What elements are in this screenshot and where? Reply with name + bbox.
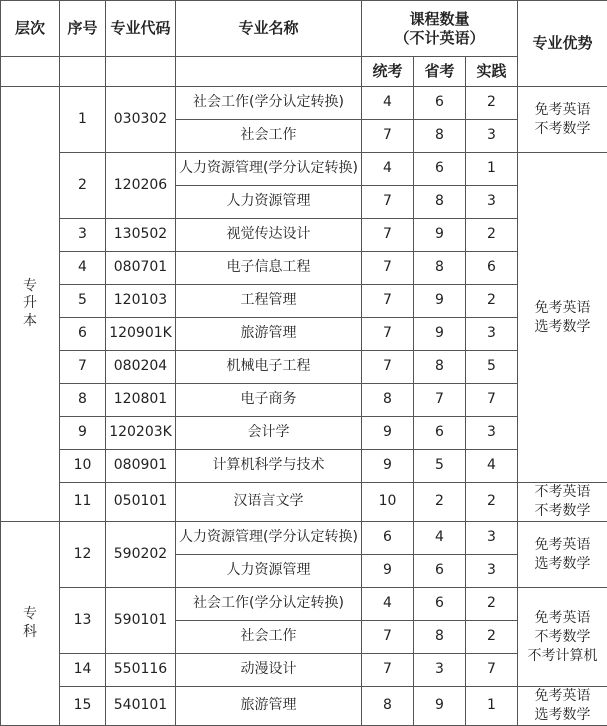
row-seq: 12	[60, 522, 106, 588]
row-provincial: 8	[414, 351, 466, 384]
row-unified: 7	[362, 252, 414, 285]
row-unified: 7	[362, 654, 414, 687]
table-row	[1, 450, 607, 483]
row-unified: 7	[362, 186, 414, 219]
row-name: 计算机科学与技术	[176, 450, 362, 483]
row-practice: 3	[466, 522, 518, 555]
row-name: 人力资源管理	[176, 186, 362, 219]
row-code: 050101	[106, 483, 176, 522]
level-upgrade: 专 升 本	[1, 87, 60, 522]
row-name: 机械电子工程	[176, 351, 362, 384]
header-blank	[106, 57, 176, 87]
row-seq: 7	[60, 351, 106, 384]
row-name: 工程管理	[176, 285, 362, 318]
row-seq: 5	[60, 285, 106, 318]
advantage-cell: 免考英语 选考数学	[518, 522, 607, 588]
row-unified: 6	[362, 522, 414, 555]
row-seq: 14	[60, 654, 106, 687]
row-provincial: 6	[414, 153, 466, 186]
row-name: 社会工作(学分认定转换)	[176, 588, 362, 621]
header-name: 专业名称	[176, 1, 362, 57]
row-provincial: 2	[414, 483, 466, 522]
table-row	[1, 318, 607, 351]
row-seq: 3	[60, 219, 106, 252]
table-row	[1, 522, 607, 555]
row-name: 人力资源管理(学分认定转换)	[176, 153, 362, 186]
table-row	[1, 87, 607, 120]
row-unified: 7	[362, 285, 414, 318]
row-practice: 3	[466, 186, 518, 219]
row-unified: 4	[362, 153, 414, 186]
row-unified: 7	[362, 351, 414, 384]
row-code: 540101	[106, 687, 176, 726]
row-seq: 11	[60, 483, 106, 522]
row-practice: 2	[466, 219, 518, 252]
row-code: 590101	[106, 588, 176, 654]
row-code: 120901K	[106, 318, 176, 351]
row-unified: 7	[362, 120, 414, 153]
row-provincial: 8	[414, 186, 466, 219]
row-provincial: 8	[414, 120, 466, 153]
table-row	[1, 384, 607, 417]
row-practice: 3	[466, 120, 518, 153]
row-provincial: 9	[414, 318, 466, 351]
header-provincial: 省考	[414, 57, 466, 87]
row-name: 视觉传达设计	[176, 219, 362, 252]
row-seq: 13	[60, 588, 106, 654]
row-name: 会计学	[176, 417, 362, 450]
row-seq: 1	[60, 87, 106, 153]
table-row	[1, 687, 607, 726]
row-unified: 7	[362, 318, 414, 351]
row-unified: 4	[362, 588, 414, 621]
advantage-cell: 免考英语 不考数学 不考计算机	[518, 588, 607, 687]
row-code: 120203K	[106, 417, 176, 450]
row-practice: 7	[466, 654, 518, 687]
table-row	[1, 153, 607, 186]
row-unified: 4	[362, 87, 414, 120]
row-provincial: 5	[414, 450, 466, 483]
header-practice: 实践	[466, 57, 518, 87]
row-provincial: 8	[414, 621, 466, 654]
row-provincial: 4	[414, 522, 466, 555]
row-code: 120801	[106, 384, 176, 417]
row-unified: 8	[362, 384, 414, 417]
row-code: 080901	[106, 450, 176, 483]
advantage-cell: 免考英语 选考数学	[518, 153, 607, 483]
row-code: 080204	[106, 351, 176, 384]
table-row	[1, 252, 607, 285]
row-code: 590202	[106, 522, 176, 588]
row-provincial: 3	[414, 654, 466, 687]
row-provincial: 6	[414, 555, 466, 588]
row-provincial: 9	[414, 219, 466, 252]
row-practice: 3	[466, 555, 518, 588]
table-row	[1, 351, 607, 384]
row-unified: 7	[362, 219, 414, 252]
row-name: 人力资源管理(学分认定转换)	[176, 522, 362, 555]
row-name: 人力资源管理	[176, 555, 362, 588]
header-blank	[60, 57, 106, 87]
header-seq: 序号	[60, 1, 106, 57]
advantage-cell: 不考英语 不考数学	[518, 483, 607, 522]
table-row	[1, 219, 607, 252]
row-code: 120103	[106, 285, 176, 318]
header-code: 专业代码	[106, 1, 176, 57]
row-provincial: 9	[414, 285, 466, 318]
row-practice: 2	[466, 621, 518, 654]
row-name: 电子信息工程	[176, 252, 362, 285]
row-practice: 2	[466, 285, 518, 318]
row-code: 550116	[106, 654, 176, 687]
row-provincial: 8	[414, 252, 466, 285]
row-name: 旅游管理	[176, 687, 362, 726]
row-name: 电子商务	[176, 384, 362, 417]
row-unified: 9	[362, 417, 414, 450]
row-name: 社会工作	[176, 120, 362, 153]
row-name: 社会工作	[176, 621, 362, 654]
advantage-cell: 免考英语 不考数学	[518, 87, 607, 153]
row-practice: 3	[466, 318, 518, 351]
row-code: 080701	[106, 252, 176, 285]
row-code: 130502	[106, 219, 176, 252]
row-practice: 1	[466, 687, 518, 726]
row-provincial: 6	[414, 87, 466, 120]
row-seq: 6	[60, 318, 106, 351]
table-row	[1, 654, 607, 687]
advantage-cell: 免考英语 选考数学	[518, 687, 607, 726]
table-row	[1, 417, 607, 450]
table-row	[1, 285, 607, 318]
header-blank	[176, 57, 362, 87]
row-provincial: 9	[414, 687, 466, 726]
table-row	[1, 588, 607, 621]
row-practice: 2	[466, 588, 518, 621]
row-code: 030302	[106, 87, 176, 153]
header-level: 层次	[1, 1, 60, 57]
row-name: 旅游管理	[176, 318, 362, 351]
row-practice: 2	[466, 87, 518, 120]
header-advantage: 专业优势	[518, 1, 607, 87]
row-practice: 1	[466, 153, 518, 186]
row-practice: 4	[466, 450, 518, 483]
row-unified: 9	[362, 555, 414, 588]
row-practice: 6	[466, 252, 518, 285]
row-provincial: 6	[414, 417, 466, 450]
row-unified: 7	[362, 621, 414, 654]
row-seq: 15	[60, 687, 106, 726]
row-practice: 7	[466, 384, 518, 417]
table-row	[1, 483, 607, 522]
row-seq: 9	[60, 417, 106, 450]
row-practice: 2	[466, 483, 518, 522]
row-seq: 4	[60, 252, 106, 285]
row-provincial: 7	[414, 384, 466, 417]
row-seq: 10	[60, 450, 106, 483]
row-unified: 8	[362, 687, 414, 726]
row-practice: 5	[466, 351, 518, 384]
row-name: 汉语言文学	[176, 483, 362, 522]
header-unified: 统考	[362, 57, 414, 87]
row-code: 120206	[106, 153, 176, 219]
header-course-count: 课程数量 （不计英语）	[362, 1, 518, 57]
row-practice: 3	[466, 417, 518, 450]
row-provincial: 6	[414, 588, 466, 621]
row-seq: 2	[60, 153, 106, 219]
row-name: 动漫设计	[176, 654, 362, 687]
row-unified: 10	[362, 483, 414, 522]
level-junior: 专 科	[1, 522, 60, 726]
header-blank	[1, 57, 60, 87]
row-name: 社会工作(学分认定转换)	[176, 87, 362, 120]
row-unified: 9	[362, 450, 414, 483]
row-seq: 8	[60, 384, 106, 417]
